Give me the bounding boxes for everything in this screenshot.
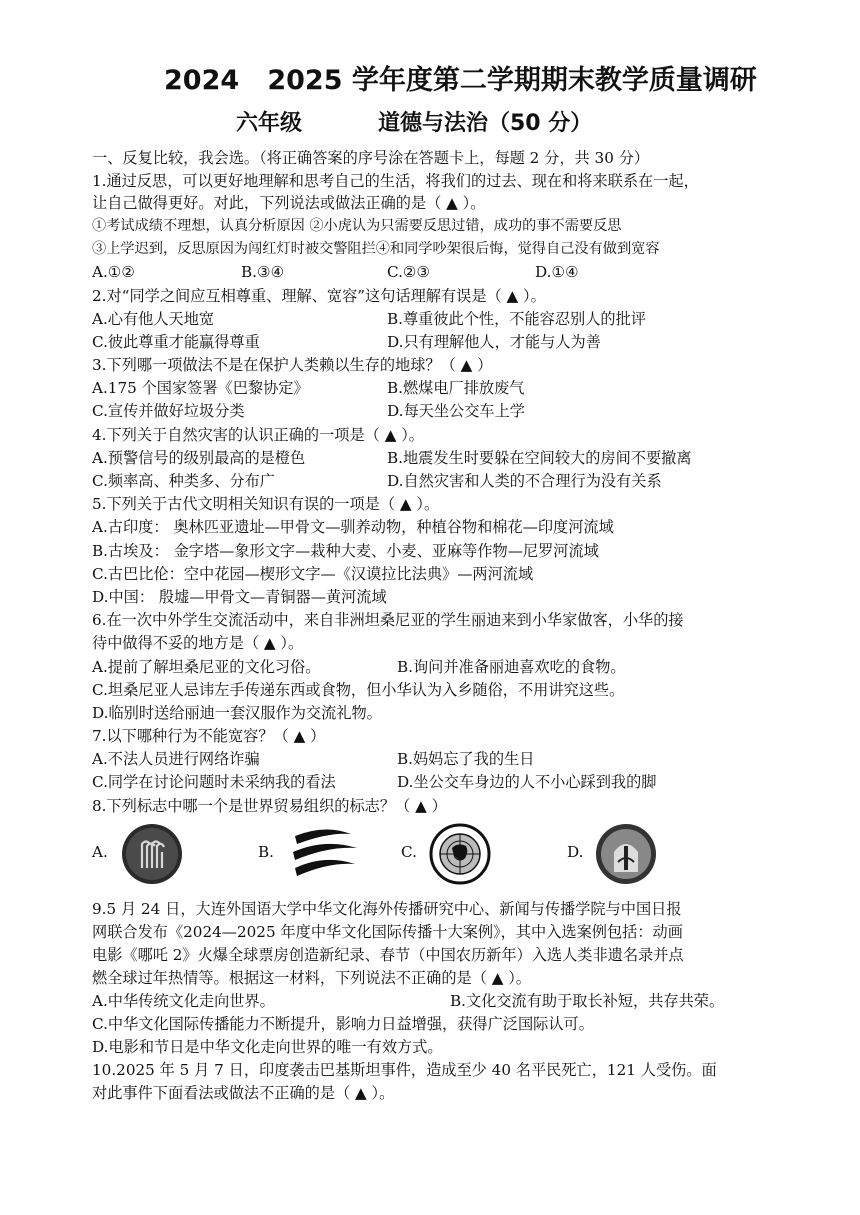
- q3-stem: 3.下列哪一项做法不是在保护人类赖以生存的地球？（ ▲ ）: [92, 356, 493, 374]
- q1-stem-line2: 让自己做得更好。对此，下列说法或做法正确的是（ ▲ ）。: [92, 194, 486, 212]
- q8-option-d-label: D.: [567, 843, 584, 861]
- q10-stem-line1: 10.2025 年 5 月 7 日，印度袭击巴基斯坦事件，造成至少 40 名平民死亡，121 人受伤。面: [92, 1061, 717, 1079]
- q9-stem-line4: 燃全球过年热情等。根据这一材料，下列说法不正确的是（ ▲ ）。: [92, 969, 531, 987]
- q5-option-a: A.古印度： 奥林匹亚遗址—甲骨文—驯养动物，种植谷物和棉花—印度河流域: [92, 518, 614, 536]
- q4-option-c: C.频率高、种类多、分布广: [92, 472, 275, 490]
- q7-option-a: A.不法人员进行网络诈骗: [92, 750, 260, 768]
- q6-option-c: C.坦桑尼亚人忌讳左手传递东西或食物，但小华认为入乡随俗，不用讲究这些。: [92, 681, 625, 699]
- grade-label: 六年级: [236, 111, 303, 136]
- q8-option-a-label: A.: [92, 843, 108, 861]
- q7-option-d: D.坐公交车身边的人不小心踩到我的脚: [397, 773, 657, 791]
- q9-stem-line3: 电影《哪吒 2》火爆全球票房创造新纪录、春节（中国农历新年）入选人类非遗名录并点: [92, 946, 684, 964]
- q6-option-b: B.询问并准备丽迪喜欢吃的食物。: [397, 658, 626, 676]
- q9-option-a: A.中华传统文化走向世界。: [92, 992, 275, 1010]
- q5-option-b: B.古埃及： 金字塔—象形文字—栽种大麦、小麦、亚麻等作物—尼罗河流域: [92, 542, 599, 560]
- q6-option-a: A.提前了解坦桑尼亚的文化习俗。: [92, 658, 321, 676]
- subject-label: 道德与法治（50 分）: [378, 111, 593, 136]
- q8-option-c-label: C.: [401, 843, 417, 861]
- q2-option-c: C.彼此尊重才能赢得尊重: [92, 333, 260, 351]
- q1-stem-line1: 1.通过反思，可以更好地理解和思考自己的生活，将我们的过去、现在和将来联系在一起，: [92, 172, 699, 190]
- q6-stem-line2: 待中做得不妥的地方是（ ▲ ）。: [92, 634, 304, 652]
- q8-stem: 8.下列标志中哪一个是世界贸易组织的标志？（ ▲ ）: [92, 797, 447, 815]
- q2-option-b: B.尊重彼此个性，不能容忍别人的批评: [387, 310, 646, 328]
- q5-stem: 5.下列关于古代文明相关知识有误的一项是（ ▲ ）。: [92, 495, 440, 513]
- q8-option-b-label: B.: [258, 843, 274, 861]
- exam-page: 2024 2025 学年度第二学期期末教学质量调研 六年级 道德与法治（50 分） 一、反复比较，我会选。（将正确答案的序号涂在答题卡上，每题 2 分，共 30 分） 1.通过反思，可以更好地理解和思考自己的生活，将我们的过去、现在和将来联系在一起， 让自己做得更好。对此，下列说法或做法正确的是（ ▲ ）。 ①考试成绩不理想，认真分析原因 ②小虎认为只需要反思过错，成功的事不需要反思 ③上学迟到，反思原因为闯红灯时被交警阻拦④和同学吵架很后悔，觉得自己没有做到宽容 A.①② B.③④ C.②③ D.①④ 2.对“同学之间应互相尊重、理解、宽容”这句话理解有误是（ ▲ ）。 A.心有他人天地宽 B.尊重彼此个性，不能容忍别人的批评 C.彼此尊重才能赢得尊重 D.只有理解他人，才能与人为善 3.下列哪一项做法不是在保护人类赖以生存的地球？（ ▲ ） A.175 个国家签署《巴黎协定》 B.燃煤电厂排放废气 C.宣传并做好垃圾分类 D.每天坐公交车上学 4.下列关于自然灾害的认识正确的一项是（ ▲ ）。 A.预警信号的级别最高的是橙色 B.地震发生时要躲在空间较大的房间不要撤离 C.频率高、种类多、分布广 D.自然灾害和人类的不合理行为没有关系 5.下列关于古代文明相关知识有误的一项是（ ▲ ）。 A.古印度： 奥林匹亚遗址—甲骨文—驯养动物，种植谷物和棉花—印度河流域 B.古埃及： 金字塔—象形文字—栽种大麦、小麦、亚麻等作物—尼罗河流域 C.古巴比伦：空中花园—楔形文字—《汉谟拉比法典》—两河流域 D.中国： 殷墟—甲骨文—青铜器—黄河流域 6.在一次中外学生交流活动中，来自非洲坦桑尼亚的学生丽迪来到小华家做客，小华的接 待中做得不妥的地方是（ ▲ ）。 A.提前了解坦桑尼亚的文化习俗。 B.询问并准备丽迪喜欢吃的食物。 C.坦桑尼亚人忌讳左手传递东西或食物，但小华认为入乡随俗，不用讲究这些。 D.临别时送给丽迪一套汉服作为交流礼物。 7.以下哪种行为不能宽容？（ ▲ ） A.不法人员进行网络诈骗 B.妈妈忘了我的生日 C.同学在讨论问题时未采纳我的看法 D.坐公交车身边的人不小心踩到我的脚 8.下列标志中哪一个是世界贸易组织的标志？（ ▲ ） A. B. C. D. 9.5 月 24 日，大连外国语大学中华文化海外传播研究中心、新闻与传播学院与中国日报 网联合发布《2024—2025 年度中华文化国际传播十大案例》，其中入选案例包括：动画 电影《哪吒 2》火爆全球票房创造新纪录、春节（中国农历新年）入选人类非遗名录并点 燃全球过年热情等。根据这一材料，下列说法不正确的是（ ▲ ）。 A.中华传统文化走向世界。 B.文化交流有助于取长补短，共存共荣。 C.中华文化国际传播能力不断提升，影响力日益增强，获得广泛国际认可。 D.电影和节日是中华文化走向世界的唯一有效方式。 10.2025 年 5 月 7 日，印度袭击巴基斯坦事件，造成至少 40 名平民死亡，121 人受伤。面 对此事件下面看法或做法不正确的是（ ▲ ）。: [92, 65, 757, 1102]
- q4-option-a: A.预警信号的级别最高的是橙色: [92, 449, 306, 467]
- q7-stem: 7.以下哪种行为不能宽容？（ ▲ ）: [92, 727, 326, 745]
- q2-option-d: D.只有理解他人，才能与人为善: [387, 333, 601, 351]
- q9-option-d: D.电影和节日是中华文化走向世界的唯一有效方式。: [92, 1038, 443, 1056]
- q3-option-d: D.每天坐公交车上学: [387, 402, 525, 420]
- q6-option-d: D.临别时送给丽迪一套汉服作为交流礼物。: [92, 704, 382, 722]
- q9-option-b: B.文化交流有助于取长补短，共存共荣。: [450, 992, 725, 1010]
- q7-option-c: C.同学在讨论问题时未采纳我的看法: [92, 773, 336, 791]
- q9-stem-line1: 9.5 月 24 日，大连外国语大学中华文化海外传播研究中心、新闻与传播学院与中国日报: [92, 900, 682, 918]
- emblem-logo-icon: [594, 822, 658, 886]
- q3-option-b: B.燃煤电厂排放废气: [387, 379, 525, 397]
- q9-option-c: C.中华文化国际传播能力不断提升，影响力日益增强，获得广泛国际认可。: [92, 1015, 594, 1033]
- q5-option-d: D.中国： 殷墟—甲骨文—青铜器—黄河流域: [92, 588, 387, 606]
- q1-option-c: C.②③: [387, 263, 431, 281]
- q10-stem-line2: 对此事件下面看法或做法不正确的是（ ▲ ）。: [92, 1084, 395, 1102]
- wto-logo-icon: [285, 822, 365, 886]
- asean-logo-icon: [120, 822, 184, 886]
- q1-option-b: B.③④: [241, 263, 285, 281]
- q1-items-line1: ①考试成绩不理想，认真分析原因 ②小虎认为只需要反思过错，成功的事不需要反思: [92, 218, 622, 234]
- q4-option-d: D.自然灾害和人类的不合理行为没有关系: [387, 472, 662, 490]
- q1-option-d: D.①④: [535, 263, 579, 281]
- un-logo-icon: [428, 822, 492, 886]
- q3-option-c: C.宣传并做好垃圾分类: [92, 402, 245, 420]
- q7-option-b: B.妈妈忘了我的生日: [397, 750, 535, 768]
- q6-stem-line1: 6.在一次中外学生交流活动中，来自非洲坦桑尼亚的学生丽迪来到小华家做客，小华的接: [92, 611, 684, 629]
- q1-option-a: A.①②: [92, 263, 136, 281]
- q2-stem: 2.对“同学之间应互相尊重、理解、宽容”这句话理解有误是（ ▲ ）。: [92, 287, 546, 305]
- q4-stem: 4.下列关于自然灾害的认识正确的一项是（ ▲ ）。: [92, 426, 424, 444]
- q2-option-a: A.心有他人天地宽: [92, 310, 215, 328]
- q4-option-b: B.地震发生时要躲在空间较大的房间不要撤离: [387, 449, 692, 467]
- q9-stem-line2: 网联合发布《2024—2025 年度中华文化国际传播十大案例》，其中入选案例包括：动画: [92, 923, 683, 941]
- q1-items-line2: ③上学迟到，反思原因为闯红灯时被交警阻拦④和同学吵架很后悔，觉得自己没有做到宽容: [92, 241, 660, 257]
- q5-option-c: C.古巴比伦：空中花园—楔形文字—《汉谟拉比法典》—两河流域: [92, 565, 534, 583]
- section-heading: 一、反复比较，我会选。（将正确答案的序号涂在答题卡上，每题 2 分，共 30 分）: [92, 149, 650, 167]
- q3-option-a: A.175 个国家签署《巴黎协定》: [92, 379, 309, 397]
